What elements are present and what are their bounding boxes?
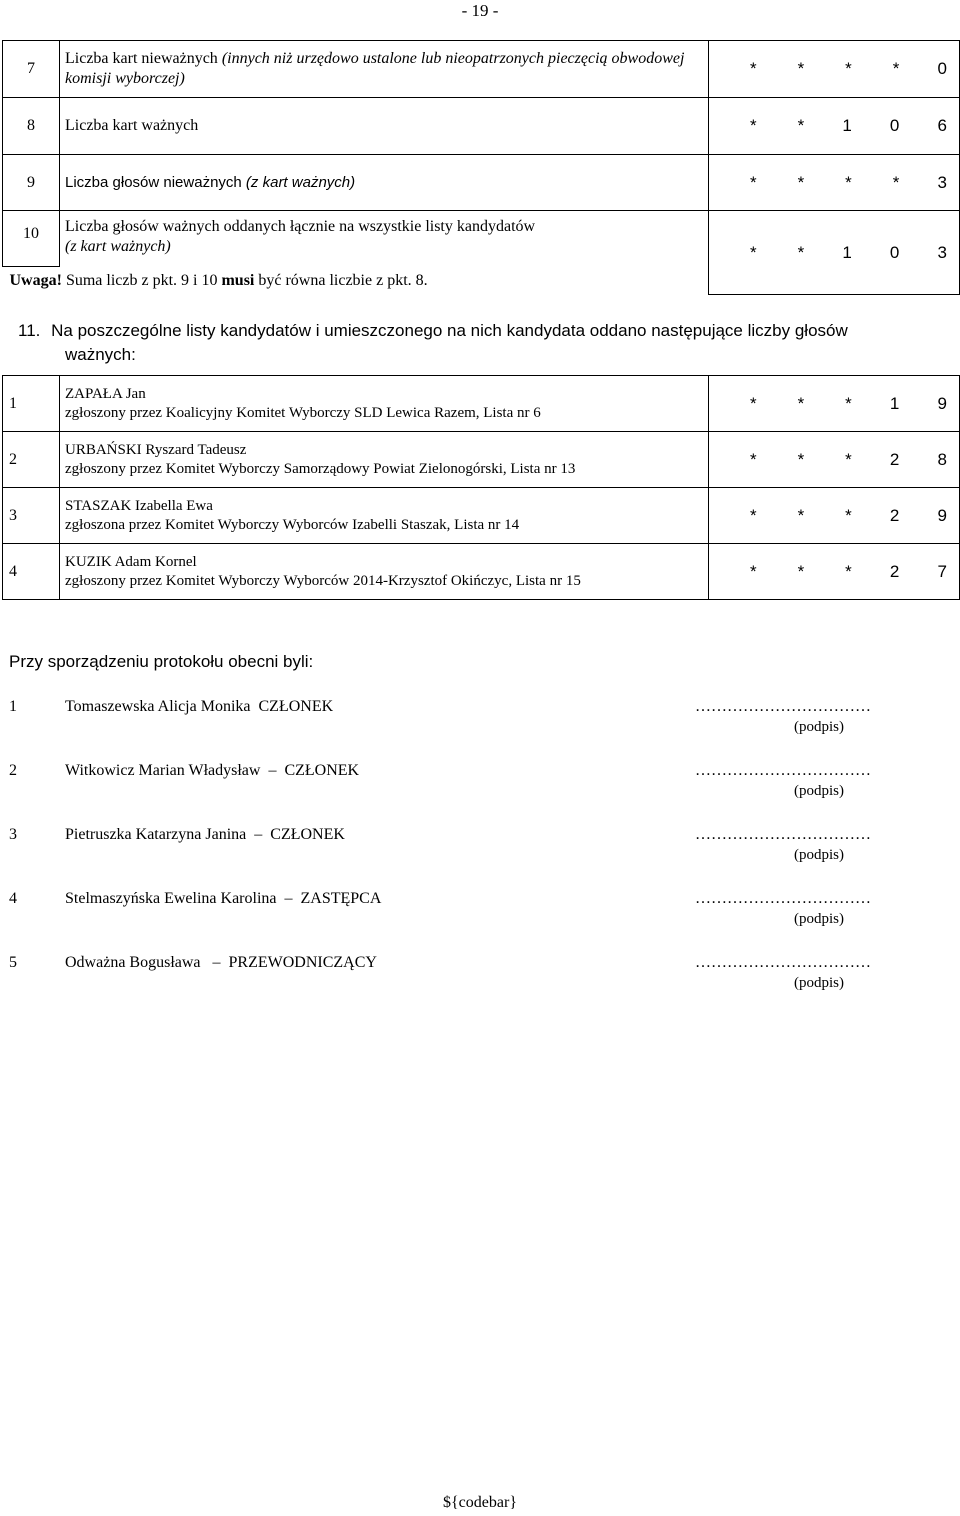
summary-table (2, 40, 960, 295)
member-number: 3 (9, 826, 17, 843)
member-number: 1 (9, 698, 17, 715)
candidates-table (2, 375, 960, 600)
signature-label: (podpis) (794, 783, 844, 799)
page-number: - 19 - (461, 1, 499, 20)
candidate-info: KUZIK Adam Kornel zgłoszony przez Komitet Wyborczy Wyborców 2014-Krzysztof Okińczyc, Lista nr 15 (60, 544, 709, 600)
row-label: Liczba głosów ważnych oddanych łącznie na wszystkie listy kandydatów (z kart ważnych) (60, 211, 709, 267)
signature-line: …………………………… (695, 826, 871, 843)
candidate-number: 3 (3, 488, 60, 544)
footer-codebar: ${codebar} (443, 1494, 517, 1511)
summary-row (3, 98, 960, 155)
signature-label: (podpis) (794, 911, 844, 927)
row-number: 9 (3, 155, 60, 211)
signature-line: …………………………… (695, 762, 871, 779)
row-value: * * 1 0 6 (709, 98, 960, 155)
signature-line: …………………………… (695, 698, 871, 715)
signature-label: (podpis) (794, 719, 844, 735)
row-label: Liczba kart nieważnych (innych niż urzędowo ustalone lub nieopatrzonych pieczęcią obwodowej komisji wyborczej) (60, 41, 709, 98)
summary-row (3, 41, 960, 98)
candidate-votes: * * * 2 9 (709, 488, 960, 544)
candidate-row (3, 488, 960, 544)
member-name: Witkowicz Marian Władysław – CZŁONEK (65, 762, 360, 779)
candidate-info: URBAŃSKI Ryszard Tadeusz zgłoszony przez Komitet Wyborczy Samorządowy Powiat Zielonogórski, Lista nr 13 (60, 432, 709, 488)
row-value: * * 1 0 3 (709, 211, 960, 295)
row-value: * * * * 3 (709, 155, 960, 211)
present-heading: Przy sporządzeniu protokołu obecni byli: (9, 652, 314, 671)
candidate-row (3, 432, 960, 488)
candidate-row (3, 376, 960, 432)
member-name: Tomaszewska Alicja Monika CZŁONEK (65, 698, 334, 715)
section-text: Na poszczególne listy kandydatów i umieszczonego na nich kandydata oddano następujące liczby głosów (51, 321, 848, 340)
row-number: 10 (3, 211, 60, 267)
signature-label: (podpis) (794, 975, 844, 991)
row-number: 8 (3, 98, 60, 155)
signature-label: (podpis) (794, 847, 844, 863)
candidate-number: 2 (3, 432, 60, 488)
member-name: Pietruszka Katarzyna Janina – CZŁONEK (65, 826, 345, 843)
candidate-votes: * * * 2 7 (709, 544, 960, 600)
section-text-cont: ważnych: (65, 345, 136, 364)
section-11-heading (18, 319, 918, 364)
signature-line: …………………………… (695, 954, 871, 971)
candidate-info: ZAPAŁA Jan zgłoszony przez Koalicyjny Komitet Wyborczy SLD Lewica Razem, Lista nr 6 (60, 376, 709, 432)
candidate-number: 4 (3, 544, 60, 600)
candidate-info: STASZAK Izabella Ewa zgłoszona przez Komitet Wyborczy Wyborców Izabelli Staszak, Lista nr 14 (60, 488, 709, 544)
candidate-number: 1 (3, 376, 60, 432)
row-label: Liczba kart ważnych (60, 98, 709, 155)
summary-row (3, 211, 960, 267)
summary-row (3, 155, 960, 211)
row-label: Liczba głosów nieważnych (z kart ważnych) (60, 155, 709, 211)
member-name: Odważna Bogusława – PRZEWODNICZĄCY (65, 954, 377, 971)
note: Uwaga! Suma liczb z pkt. 9 i 10 musi być równa liczbie z pkt. 8. (3, 267, 709, 295)
row-number: 7 (3, 41, 60, 98)
member-number: 4 (9, 890, 17, 907)
candidate-votes: * * * 1 9 (709, 376, 960, 432)
candidate-votes: * * * 2 8 (709, 432, 960, 488)
row-value: * * * * 0 (709, 41, 960, 98)
member-name: Stelmaszyńska Ewelina Karolina – ZASTĘPCA (65, 890, 382, 907)
candidate-row (3, 544, 960, 600)
member-number: 5 (9, 954, 17, 971)
member-number: 2 (9, 762, 17, 779)
signature-line: …………………………… (695, 890, 871, 907)
section-number: 11. (18, 321, 41, 340)
